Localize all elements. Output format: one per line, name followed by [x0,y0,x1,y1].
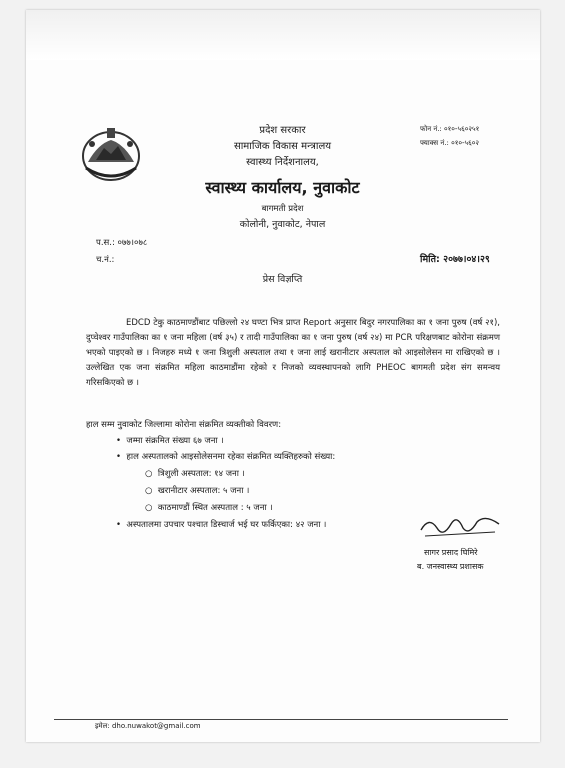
sub-kathmandu: काठमाण्डौं स्थित अस्पताल : ५ जना । [157,503,273,513]
office-title: स्वास्थ्य कार्यालय, नुवाकोट [205,178,360,197]
header-ministry: सामाजिक विकास मन्त्रालय [233,141,332,152]
signatory-title: ब. जनस्वास्थ्य प्रशासक [417,562,484,571]
sheet-top-shadow [26,10,540,60]
sub-kharanitar: खरानीटार अस्पताल: ५ जना । [157,486,250,496]
sub-list-item: ○ खरानीटार अस्पताल: ५ जना । [145,486,250,496]
body-paragraph: EDCD टेकु काठमाण्डौंबाट पछिल्लो २४ घण्टा भित्र प्राप्त Report अनुसार बिदुर नगरपालिका का १ जना पुरुष (वर्ष २१), दुप्चेश्वर गाउँपालिका का १ जना महिला (वर्ष ३५) र तादी गाउँपालिका का १ जना पुरुष (वर्ष २४) मा PCR परिक्षणबाट कोरोना संक्रमण भएको पाइएको छ । निजहरु मध्ये १ जना त्रिशुली अस्पताल तथा १ जना लाई खरानीटार अस्पताल को आइसोलेसन मा राखिएको छ । उल्लेखित एक जना संक्रमित महिला काठमाडौंमा रहेको र निजको व्यवस्थापनको लागि PHEOC बागमती प्रदेश संग समन्वय गरिसकिएको छ । [86,318,500,388]
press-release-title: प्रेस विज्ञप्ति [262,274,303,285]
bullet-isolation: हाल अस्पतालको आइसोलेसनमा रहेका संक्रमित व्यक्तिहरुको संख्या: [126,452,336,462]
header-govt: प्रदेश सरकार [259,125,306,136]
sub-list-item: ○ काठमाण्डौं स्थित अस्पताल : ५ जना । [145,503,273,513]
bullet-discharged: अस्पतालमा उपचार पश्चात डिस्चार्ज भई घर फर्किएका: ४२ जना । [126,520,327,530]
header-directorate: स्वास्थ्य निर्देशनालय, [246,157,319,168]
footer-divider [54,719,508,720]
sub-trishuli: त्रिशुली अस्पताल: १४ जना । [157,469,245,479]
list-item: • जम्मा संक्रमित संख्या ६७ जना । [116,436,224,446]
fax-number: फ्याक्स नं.: ०१०-५६०२ [420,139,480,147]
header-address: कोलोनी, नुवाकोट, नेपाल [239,219,326,230]
header-province: बागमती प्रदेश [261,204,304,214]
dispatch-number: च.नं.: [96,255,115,265]
list-item: • अस्पतालमा उपचार पश्चात डिस्चार्ज भई घर फर्किएका: ४२ जना । [116,520,327,530]
handwritten-signature [415,510,505,544]
phone-number: फोन नं.: ०१०-५६०२५१ [420,125,480,133]
footer-email: इमेल: dho.nuwakot@gmail.com [95,722,201,730]
signatory-name: सागर प्रसाद घिमिरे [424,548,478,557]
letter-date: मिति: २०७७।०४।२९ [420,254,490,265]
list-item: • हाल अस्पतालको आइसोलेसनमा रहेका संक्रमित व्यक्तिहरुको संख्या: [116,452,336,462]
bullet-total: जम्मा संक्रमित संख्या ६७ जना । [126,436,224,446]
ref-number: प.स.: ०७७।०७८ [96,238,148,248]
sub-list-item: ○ त्रिशुली अस्पताल: १४ जना । [145,469,245,479]
summary-intro: हाल सम्म नुवाकोट जिल्लामा कोरोना संक्रमित व्यक्तीको विवरण: [86,420,282,430]
